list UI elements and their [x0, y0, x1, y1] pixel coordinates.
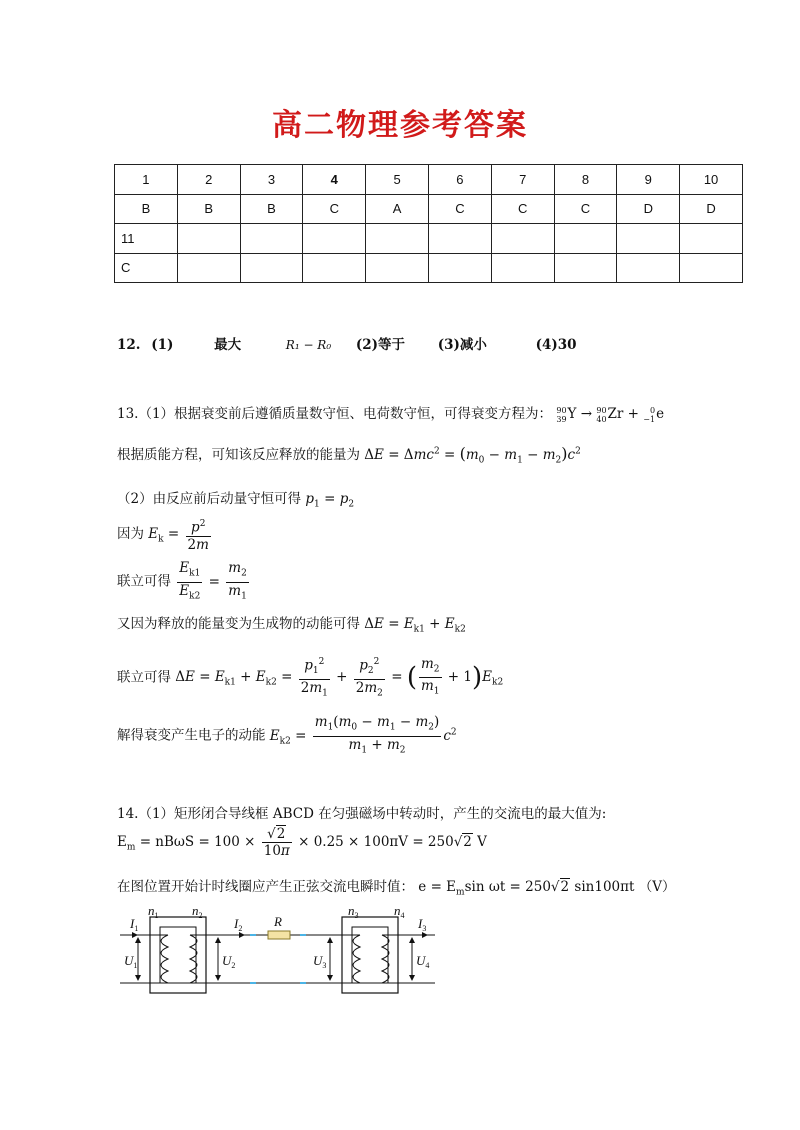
table-cell	[680, 224, 743, 254]
q14-line3	[117, 875, 675, 898]
table-cell	[554, 253, 617, 283]
table-cell: 4	[303, 165, 366, 195]
energy-equation: $\Delta E = \Delta mc^2 = (m_0 - m_1 - m_2)c^2$	[364, 444, 581, 466]
table-cell	[428, 224, 491, 254]
table-cell	[491, 253, 554, 283]
electron-energy-formula: $E_{k2}$ = $\frac{m_1(m_0 - m_1 - m_2)}{m_1 + m_2}$ $c^2$	[269, 714, 457, 756]
label-i2: $I_2$	[234, 916, 243, 933]
table-row	[115, 194, 743, 224]
table-cell	[303, 253, 366, 283]
q13-text7: 联立可得	[117, 669, 171, 686]
table-cell: 2	[177, 165, 240, 195]
label-n4: $n_4$	[394, 905, 405, 920]
q14-line2	[117, 826, 487, 859]
answer-table	[114, 164, 743, 283]
table-cell: 3	[240, 165, 303, 195]
table-cell: 11	[115, 224, 178, 254]
table-cell: D	[680, 194, 743, 224]
q14-line1: 14.（1）矩形闭合导线框 ABCD 在匀强磁场中转动时，产生的交流电的最大值为:	[117, 806, 607, 822]
table-cell: 9	[617, 165, 680, 195]
q13-line5	[117, 560, 251, 604]
table-cell: 1	[115, 165, 178, 195]
table-cell	[240, 253, 303, 283]
resistor-r	[268, 931, 290, 939]
instant-emf-formula: $e = E_m\sin$ ωt = 250√2 sin100πt	[418, 879, 635, 898]
q13-line8	[117, 714, 457, 758]
table-cell	[240, 224, 303, 254]
table-cell	[303, 224, 366, 254]
q12-part3: (3)减小	[437, 337, 487, 353]
q12-expression: R₁ − R₀	[285, 338, 332, 352]
energy-sum-formula: $\Delta E = E_{k1} + E_{k2}$	[364, 616, 466, 635]
q13-text3: （2）由反应前后动量守恒可得	[117, 491, 302, 507]
energy-ratio-formula: $\frac{E_{k1}}{E_{k2}}$ = $\frac{m_2}{m_1}$	[179, 560, 247, 602]
label-u1: $U_1$	[124, 953, 138, 970]
q13-line1	[117, 402, 664, 424]
q13-text5: 联立可得	[117, 573, 171, 590]
q13-text2: 根据质能方程，可知该反应释放的能量为	[117, 447, 360, 463]
table-cell	[491, 224, 554, 254]
combined-energy-formula: $\Delta E = E_{k1} + E_{k2}$ = $\frac{p_1^2}{2m_1}$ + $\frac{p_2^2}{2m_2}$ = ( $\frac{m_2}{m_1}$ + $1)E_{k2}$	[175, 655, 504, 699]
table-cell: C	[491, 194, 554, 224]
label-u4: $U_4$	[416, 953, 430, 970]
decay-equation: 90 39Y → 90 40Zr + 0 −1e	[556, 405, 665, 424]
table-cell: D	[617, 194, 680, 224]
q12-part2: (2)等于	[355, 337, 406, 353]
table-cell: C	[428, 194, 491, 224]
q12-part1: (1)	[151, 337, 174, 353]
table-cell	[554, 224, 617, 254]
table-cell	[617, 253, 680, 283]
table-cell: 8	[554, 165, 617, 195]
label-n3: $n_3$	[348, 905, 359, 920]
label-n1: $n_1$	[148, 905, 159, 920]
q14-unit: （V）	[638, 879, 676, 895]
label-u2: $U_2$	[222, 953, 236, 970]
q12-line	[117, 333, 577, 353]
q13-text1: 13.（1）根据衰变前后遵循质量数守恒、电荷数守恒，可得衰变方程为：	[117, 406, 553, 422]
max-emf-formula: $E_m = nB\omega S = 100$ × $\frac{√2}{10\pi}$ × 0.25 × 100πV = 250√2 V	[117, 826, 487, 859]
table-row	[115, 224, 743, 254]
label-r: R	[274, 914, 282, 929]
table-cell: B	[115, 194, 178, 224]
table-cell	[177, 224, 240, 254]
momentum-equation: $p_1 = p_2$	[305, 491, 355, 510]
table-cell	[177, 253, 240, 283]
q13-text6: 又因为释放的能量变为生成物的动能可得	[117, 616, 360, 632]
table-cell: 7	[491, 165, 554, 195]
table-cell	[366, 224, 429, 254]
table-cell: A	[366, 194, 429, 224]
table-cell	[680, 253, 743, 283]
q13-line4	[117, 516, 213, 553]
transformer-circuit-diagram	[110, 905, 450, 1005]
table-cell	[428, 253, 491, 283]
table-row	[115, 253, 743, 283]
table-cell: 6	[428, 165, 491, 195]
q13-text8: 解得衰变产生电子的动能	[117, 727, 266, 744]
table-cell: C	[554, 194, 617, 224]
table-row	[115, 165, 743, 195]
table-cell: 10	[680, 165, 743, 195]
label-i3: $I_3$	[418, 916, 427, 933]
label-n2: $n_2$	[192, 905, 203, 920]
label-u3: $U_3$	[313, 953, 327, 970]
q13-line3	[117, 487, 354, 510]
table-cell: C	[115, 253, 178, 283]
kinetic-energy-formula: $E_k$ = $\frac{p^2}{2m}$	[148, 526, 213, 542]
table-cell: B	[240, 194, 303, 224]
q12-part4: (4)30	[535, 337, 577, 353]
q13-line2	[117, 443, 581, 466]
table-cell: C	[303, 194, 366, 224]
q13-line7	[117, 654, 503, 702]
q13-line6	[117, 612, 466, 635]
q14-text3: 在图位置开始计时线圈应产生正弦交流电瞬时值：	[117, 879, 414, 895]
table-cell	[366, 253, 429, 283]
page-title: 高二物理参考答案	[272, 108, 528, 143]
q12-answer1: 最大	[214, 337, 242, 353]
table-cell	[617, 224, 680, 254]
table-cell: B	[177, 194, 240, 224]
label-i1: $I_1$	[130, 916, 139, 933]
table-cell: 5	[366, 165, 429, 195]
q12-number: 12.	[117, 337, 141, 353]
q13-text4: 因为	[117, 525, 144, 542]
